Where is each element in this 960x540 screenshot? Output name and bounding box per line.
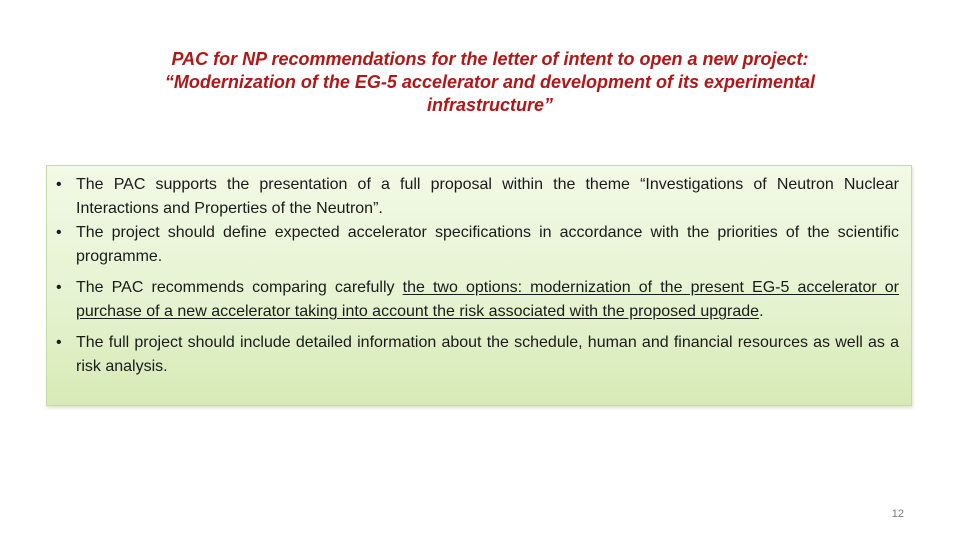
list-item	[54, 331, 899, 379]
bullet-text-3-suffix: .	[759, 303, 764, 320]
bullet-icon: •	[56, 224, 62, 241]
list-item	[54, 276, 899, 324]
list-item	[54, 221, 899, 269]
title-line-1: PAC for NP recommendations for the letter of intent to open a new project:	[171, 49, 809, 69]
recommendations-list	[54, 173, 899, 379]
bullet-icon: •	[56, 176, 62, 193]
bullet-text-2: The project should define expected accelerator specifications in accordance with the priorities of the scientific programme.	[76, 224, 899, 265]
bullet-icon: •	[56, 279, 62, 296]
bullet-text-1: The PAC supports the presentation of a full proposal within the theme “Investigations of Neutron Nuclear Interactions and Properties of the Neutron”.	[76, 176, 899, 217]
bullet-text-3-prefix: The PAC recommends comparing carefully	[76, 279, 403, 296]
bullet-icon: •	[56, 334, 62, 351]
bullet-text-4: The full project should include detailed information about the schedule, human and financial resources as well as a risk analysis.	[76, 334, 899, 375]
page-number: 12	[891, 508, 904, 520]
list-item	[54, 173, 899, 221]
slide-title	[110, 48, 870, 117]
title-line-3: infrastructure”	[426, 95, 554, 115]
bullet-text-3-underlined: the two options: modernization of the present EG-5 accelerator or purchase of a new accelerator taking into account the risk associated with the proposed upgrade	[76, 279, 900, 320]
title-line-2: “Modernization of the EG-5 accelerator and development of its experimental	[164, 72, 816, 92]
